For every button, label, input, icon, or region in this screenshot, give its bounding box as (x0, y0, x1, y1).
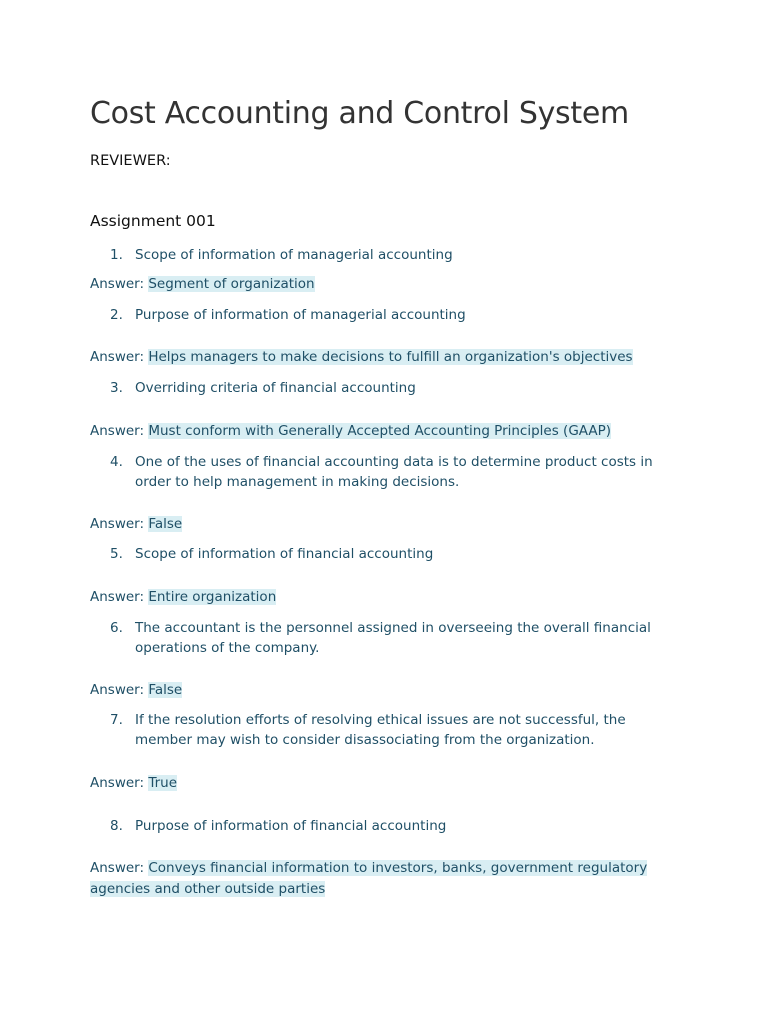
question-text: One of the uses of financial accounting data is to determine product costs in order to help management in making decisions. (135, 454, 653, 490)
assignment-heading: Assignment 001 (90, 212, 216, 230)
question-number: 3. (110, 380, 123, 396)
question-item (90, 816, 690, 836)
question-number: 5. (110, 546, 123, 562)
question-item (90, 618, 690, 658)
answer-highlight: False (148, 516, 183, 532)
question-text: Purpose of information of managerial accounting (135, 307, 466, 323)
answer-prefix: Answer: (90, 589, 149, 605)
answer-highlight: Segment of organization (148, 276, 315, 292)
answer-prefix: Answer: (90, 682, 149, 698)
question-text: Overriding criteria of financial accounting (135, 380, 416, 396)
question-text: If the resolution efforts of resolving ethical issues are not successful, the member may wish to consider disassociating from the organization. (135, 712, 626, 748)
answer-prefix: Answer: (90, 423, 149, 439)
answer-line (90, 347, 680, 368)
answer-highlight: False (148, 682, 183, 698)
answer-line (90, 587, 680, 608)
answer-prefix: Answer: (90, 775, 149, 791)
question-text: Scope of information of managerial accounting (135, 247, 453, 263)
answer-highlight: Must conform with Generally Accepted Accounting Principles (GAAP) (148, 423, 612, 439)
answer-line (90, 858, 680, 900)
question-number: 2. (110, 307, 123, 323)
answer-line (90, 680, 680, 701)
document-title: Cost Accounting and Control System (90, 96, 629, 131)
answer-prefix: Answer: (90, 276, 149, 292)
question-item (90, 710, 690, 750)
question-item (90, 544, 690, 564)
question-number: 6. (110, 620, 123, 636)
answer-highlight: Helps managers to make decisions to fulfill an organization's objectives (148, 349, 633, 365)
question-number: 7. (110, 712, 123, 728)
answer-line (90, 514, 680, 535)
answer-prefix: Answer: (90, 860, 149, 876)
question-item (90, 452, 690, 492)
answer-highlight: True (148, 775, 178, 791)
question-number: 4. (110, 454, 123, 470)
answer-highlight: Entire organization (148, 589, 277, 605)
question-item (90, 378, 690, 398)
answer-highlight: Conveys financial information to investors, banks, government regulatory agencies and other outside parties (90, 860, 648, 897)
question-number: 8. (110, 818, 123, 834)
answer-prefix: Answer: (90, 349, 149, 365)
answer-line (90, 421, 680, 442)
answer-prefix: Answer: (90, 516, 149, 532)
question-item (90, 245, 690, 265)
reviewer-heading: REVIEWER: (90, 153, 171, 169)
question-number: 1. (110, 247, 123, 263)
answer-line (90, 773, 680, 794)
question-text: The accountant is the personnel assigned in overseeing the overall financial operations of the company. (135, 620, 651, 656)
question-item (90, 305, 690, 325)
question-text: Purpose of information of financial accounting (135, 818, 447, 834)
answer-line (90, 274, 680, 295)
question-text: Scope of information of financial accounting (135, 546, 434, 562)
